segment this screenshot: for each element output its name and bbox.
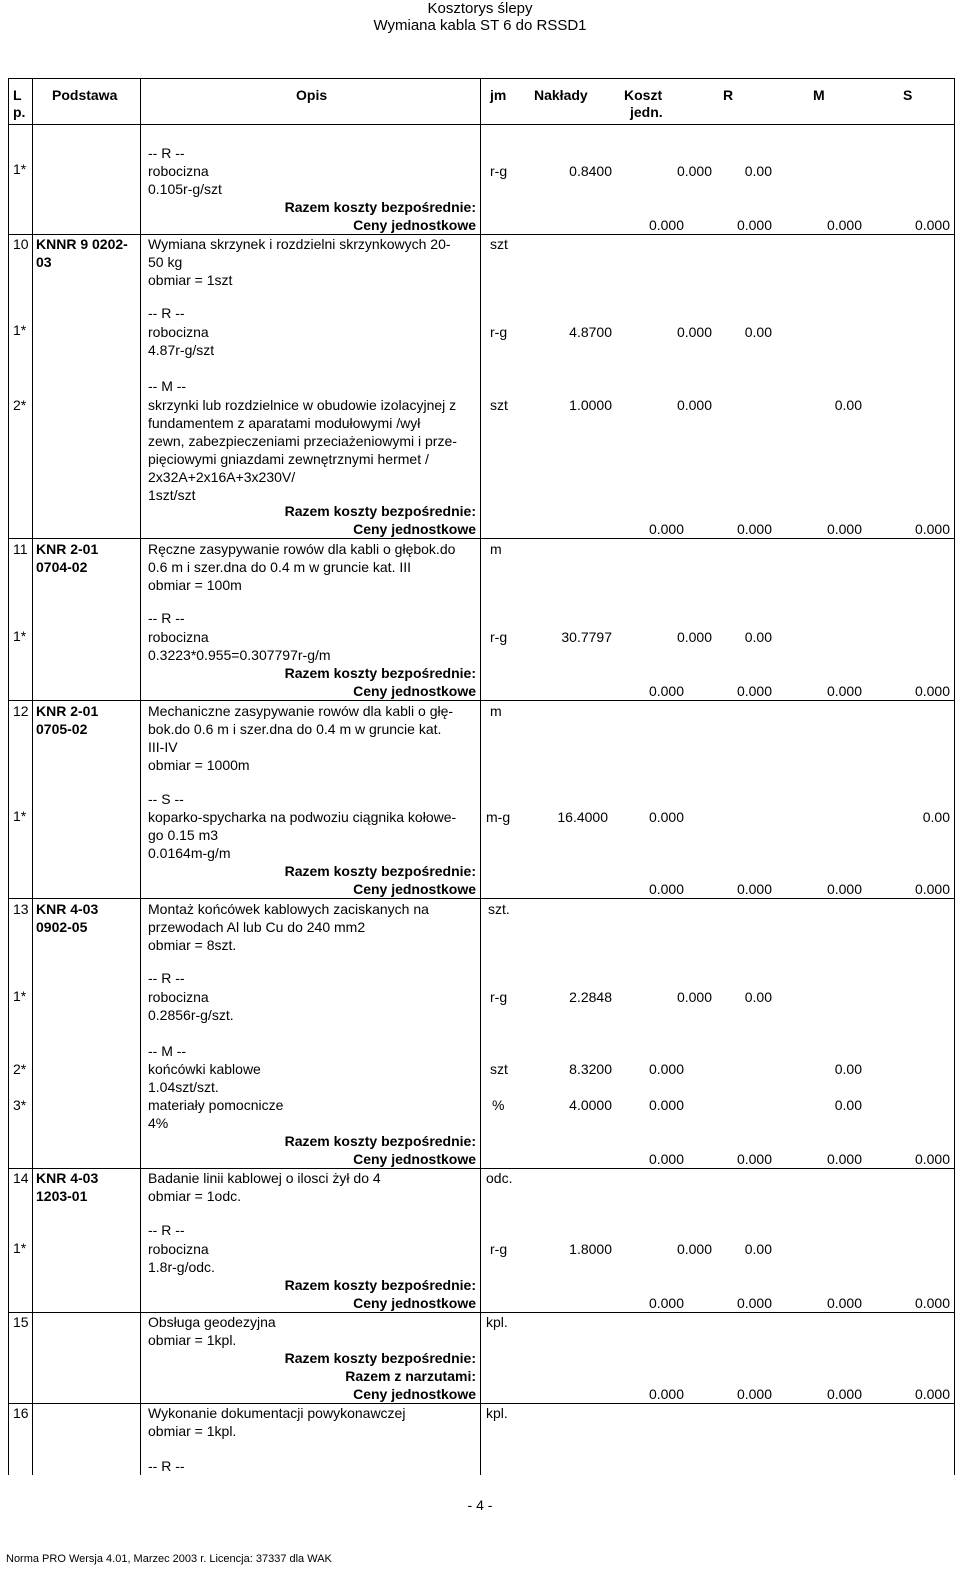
resource-lp: 1* (13, 988, 27, 1004)
table-top-border (8, 78, 955, 79)
ceny-total: 0.000 (914, 1295, 950, 1311)
position-podstawa-2: 0902-05 (36, 919, 88, 935)
resource-jm: % (492, 1097, 505, 1113)
license-footer: Norma PRO Wersja 4.01, Marzec 2003 r. Licencja: 37337 dla WAK (6, 1553, 332, 1565)
position-podstawa: KNR 4-03 (36, 901, 99, 917)
resource-name: robocizna (148, 163, 209, 179)
ceny-s: 0.000 (826, 881, 862, 897)
position-opis-2: bok.do 0.6 m i szer.dna do 0.4 m w gruncie kat. (148, 721, 442, 737)
position-podstawa-2: 1203-01 (36, 1188, 88, 1204)
resource-jm: r-g (490, 1241, 508, 1257)
resource-formula: 4.87r-g/szt (148, 342, 215, 358)
position-obmiar: obmiar = 1000m (148, 757, 250, 773)
resource-type-r: -- R -- (148, 970, 185, 986)
ceny-m: 0.000 (736, 217, 772, 233)
ceny-label: Ceny jednostkowe (353, 1386, 476, 1402)
ceny-label: Ceny jednostkowe (353, 521, 476, 537)
resource-naklady: 30.7797 (561, 629, 612, 645)
resource-name: skrzynki lub rozdzielnice w obudowie izolacyjnej z (148, 397, 457, 413)
resource-koszt: 0.000 (648, 809, 684, 825)
resource-naklady: 0.8400 (569, 163, 612, 179)
ceny-s: 0.000 (826, 521, 862, 537)
resource-name-2: go 0.15 m3 (148, 827, 219, 843)
ceny-total: 0.000 (914, 881, 950, 897)
col-header-jm: jm (490, 87, 507, 103)
row-separator (8, 538, 955, 539)
ceny-label: Ceny jednostkowe (353, 881, 476, 897)
resource-lp: 3* (13, 1097, 27, 1113)
position-obmiar: obmiar = 1kpl. (148, 1332, 237, 1348)
col-header-lp: L (13, 87, 22, 103)
resource-formula: 0.2856r-g/szt. (148, 1007, 234, 1023)
resource-koszt: 0.000 (648, 1061, 684, 1077)
resource-lp: 1* (13, 161, 27, 177)
resource-formula: 0.105r-g/szt (148, 181, 222, 197)
position-opis: Wymiana skrzynek i rozdzielni skrzynkowych 20- (148, 236, 451, 252)
ceny-total: 0.000 (914, 1151, 950, 1167)
resource-koszt: 0.000 (676, 1241, 712, 1257)
resource-koszt: 0.000 (676, 163, 712, 179)
resource-r-value: 0.00 (744, 629, 772, 645)
position-lp: 16 (13, 1405, 29, 1421)
position-opis: Mechaniczne zasypywanie rowów dla kabli o głę- (148, 703, 454, 719)
ceny-m: 0.000 (736, 881, 772, 897)
resource-koszt: 0.000 (676, 397, 712, 413)
ceny-m: 0.000 (736, 1295, 772, 1311)
col-divider-left (8, 78, 9, 1475)
resource-naklady: 8.3200 (569, 1061, 612, 1077)
resource-type-m: -- M -- (148, 378, 187, 394)
resource-r-value: 0.00 (744, 324, 772, 340)
resource-r-value: 0.00 (744, 989, 772, 1005)
col-divider-opis (480, 78, 481, 1475)
ceny-s: 0.000 (826, 1386, 862, 1402)
resource-formula: 1szt/szt (148, 487, 196, 503)
resource-name: robocizna (148, 629, 209, 645)
col-header-opis: Opis (296, 87, 328, 103)
razem-narzuty-label: Razem z narzutami: (345, 1368, 476, 1384)
resource-type-r: -- R -- (148, 610, 185, 626)
resource-koszt: 0.000 (676, 989, 712, 1005)
resource-type-r: -- R -- (148, 145, 185, 161)
ceny-label: Ceny jednostkowe (353, 1151, 476, 1167)
resource-type-m: -- M -- (148, 1043, 187, 1059)
position-podstawa: KNR 2-01 (36, 541, 99, 557)
position-podstawa-2: 03 (36, 254, 52, 270)
resource-formula: 1.04szt/szt. (148, 1079, 219, 1095)
row-separator (8, 1403, 955, 1404)
position-podstawa: KNR 4-03 (36, 1170, 99, 1186)
resource-formula: 0.3223*0.955=0.307797r-g/m (148, 647, 331, 663)
resource-jm: r-g (490, 324, 508, 340)
ceny-label: Ceny jednostkowe (353, 217, 476, 233)
col-header-koszt-2: jedn. (630, 104, 663, 120)
resource-jm: r-g (490, 629, 508, 645)
position-lp: 14 (13, 1170, 29, 1186)
position-obmiar: obmiar = 1kpl. (148, 1423, 237, 1439)
position-obmiar: obmiar = 100m (148, 577, 242, 593)
ceny-m: 0.000 (736, 683, 772, 699)
razem-label: Razem koszty bezpośrednie: (284, 199, 476, 215)
position-podstawa: KNNR 9 0202- (36, 236, 128, 252)
row-separator (8, 898, 955, 899)
resource-naklady: 1.0000 (569, 397, 612, 413)
ceny-m: 0.000 (736, 521, 772, 537)
razem-label: Razem koszty bezpośrednie: (284, 1133, 476, 1149)
resource-naklady: 2.2848 (569, 989, 612, 1005)
position-obmiar: obmiar = 1odc. (148, 1188, 241, 1204)
col-header-naklady: Nakłady (534, 87, 588, 103)
position-jm: kpl. (486, 1314, 508, 1330)
position-lp: 10 (13, 236, 29, 252)
ceny-s: 0.000 (826, 683, 862, 699)
ceny-s: 0.000 (826, 1151, 862, 1167)
position-opis: Ręczne zasypywanie rowów dla kabli o głębok.do (148, 541, 456, 557)
ceny-total: 0.000 (914, 521, 950, 537)
resource-s-value: 0.00 (922, 809, 950, 825)
position-opis: Wykonanie dokumentacji powykonawczej (148, 1405, 406, 1421)
ceny-m: 0.000 (736, 1386, 772, 1402)
resource-jm: szt (490, 1061, 508, 1077)
position-jm: szt. (488, 901, 510, 917)
position-opis-2: przewodach Al lub Cu do 240 mm2 (148, 919, 366, 935)
resource-name-2: fundamentem z aparatami modułowymi /wył (148, 415, 421, 431)
col-header-m: M (813, 87, 825, 103)
col-divider-right (954, 78, 955, 1475)
position-opis-2: 50 kg (148, 254, 183, 270)
position-podstawa-2: 0705-02 (36, 721, 88, 737)
resource-koszt: 0.000 (676, 629, 712, 645)
razem-label: Razem koszty bezpośrednie: (284, 1277, 476, 1293)
resource-lp: 2* (13, 397, 27, 413)
position-podstawa-2: 0704-02 (36, 559, 88, 575)
resource-name: robocizna (148, 1241, 209, 1257)
resource-name: robocizna (148, 989, 209, 1005)
position-lp: 15 (13, 1314, 29, 1330)
resource-name: końcówki kablowe (148, 1061, 261, 1077)
ceny-label: Ceny jednostkowe (353, 1295, 476, 1311)
position-opis-2: 0.6 m i szer.dna do 0.4 m w gruncie kat. III (148, 559, 412, 575)
position-opis: Montaż końcówek kablowych zaciskanych na (148, 901, 429, 917)
ceny-s: 0.000 (826, 217, 862, 233)
resource-m-value: 0.00 (834, 397, 862, 413)
position-jm: m (490, 703, 502, 719)
resource-name-5: 2x32A+2x16A+3x230V/ (148, 469, 296, 485)
table-header-bottom-border (8, 124, 955, 125)
resource-formula: 4% (148, 1115, 169, 1131)
resource-name: koparko-spycharka na podwoziu ciągnika kołowe- (148, 809, 457, 825)
ceny-m: 0.000 (736, 1151, 772, 1167)
col-header-s: S (903, 87, 913, 103)
row-separator (8, 234, 955, 235)
position-jm: m (490, 541, 502, 557)
document-title: Kosztorys ślepy (427, 0, 533, 17)
position-opis: Badanie linii kablowej o ilosci żył do 4 (148, 1170, 381, 1186)
col-header-koszt: Koszt (624, 87, 663, 103)
resource-lp: 1* (13, 808, 27, 824)
ceny-total: 0.000 (914, 1386, 950, 1402)
position-lp: 11 (13, 541, 28, 557)
resource-name: robocizna (148, 324, 209, 340)
resource-naklady: 4.8700 (569, 324, 612, 340)
position-lp: 12 (13, 703, 29, 719)
page-number: - 4 - (467, 1497, 493, 1513)
razem-label: Razem koszty bezpośrednie: (284, 1350, 476, 1366)
ceny-r: 0.000 (648, 881, 684, 897)
resource-koszt: 0.000 (676, 324, 712, 340)
resource-type-r: -- R -- (148, 1458, 185, 1474)
row-separator (8, 700, 955, 701)
position-obmiar: obmiar = 8szt. (148, 937, 237, 953)
ceny-r: 0.000 (648, 1295, 684, 1311)
razem-label: Razem koszty bezpośrednie: (284, 863, 476, 879)
position-podstawa: KNR 2-01 (36, 703, 99, 719)
resource-naklady: 4.0000 (569, 1097, 612, 1113)
position-opis-3: III-IV (148, 739, 178, 755)
resource-lp: 1* (13, 322, 27, 338)
resource-lp: 1* (13, 1240, 27, 1256)
razem-label: Razem koszty bezpośrednie: (284, 503, 476, 519)
resource-naklady: 16.4000 (557, 809, 608, 825)
resource-name-4: pięciowymi gniazdami zewnętrznymi hermet / (148, 451, 429, 467)
resource-formula: 1.8r-g/odc. (148, 1259, 215, 1275)
ceny-r: 0.000 (648, 217, 684, 233)
ceny-r: 0.000 (648, 521, 684, 537)
razem-label: Razem koszty bezpośrednie: (284, 665, 476, 681)
resource-lp: 2* (13, 1061, 27, 1077)
resource-formula: 0.0164m-g/m (148, 845, 231, 861)
position-lp: 13 (13, 901, 29, 917)
ceny-label: Ceny jednostkowe (353, 683, 476, 699)
col-header-podstawa: Podstawa (52, 87, 118, 103)
resource-r-value: 0.00 (744, 163, 772, 179)
position-obmiar: obmiar = 1szt (148, 272, 233, 288)
position-jm: odc. (486, 1170, 513, 1186)
ceny-total: 0.000 (914, 683, 950, 699)
resource-naklady: 1.8000 (569, 1241, 612, 1257)
resource-m-value: 0.00 (834, 1097, 862, 1113)
col-divider-lp (32, 78, 33, 1475)
ceny-r: 0.000 (648, 1386, 684, 1402)
resource-type-r: -- R -- (148, 1222, 185, 1238)
resource-type-s: -- S -- (148, 791, 184, 807)
resource-jm: r-g (490, 163, 508, 179)
resource-jm: szt (490, 397, 508, 413)
resource-r-value: 0.00 (744, 1241, 772, 1257)
row-separator (8, 1312, 955, 1313)
ceny-r: 0.000 (648, 683, 684, 699)
col-divider-podstawa (140, 78, 141, 1475)
resource-koszt: 0.000 (648, 1097, 684, 1113)
document-subtitle: Wymiana kabla ST 6 do RSSD1 (373, 17, 587, 34)
col-header-lp-2: p. (13, 104, 26, 120)
position-jm: szt (490, 236, 508, 252)
row-separator (8, 1168, 955, 1169)
ceny-s: 0.000 (826, 1295, 862, 1311)
resource-type-r: -- R -- (148, 305, 185, 321)
resource-m-value: 0.00 (834, 1061, 862, 1077)
resource-jm: m-g (486, 809, 511, 825)
position-jm: kpl. (486, 1405, 508, 1421)
resource-name-3: zewn, zabezpieczeniami przeciażeniowymi i prze- (148, 433, 457, 449)
ceny-total: 0.000 (914, 217, 950, 233)
resource-name: materiały pomocnicze (148, 1097, 284, 1113)
resource-lp: 1* (13, 628, 27, 644)
position-opis: Obsługa geodezyjna (148, 1314, 276, 1330)
resource-jm: r-g (490, 989, 508, 1005)
col-header-r: R (723, 87, 734, 103)
ceny-r: 0.000 (648, 1151, 684, 1167)
